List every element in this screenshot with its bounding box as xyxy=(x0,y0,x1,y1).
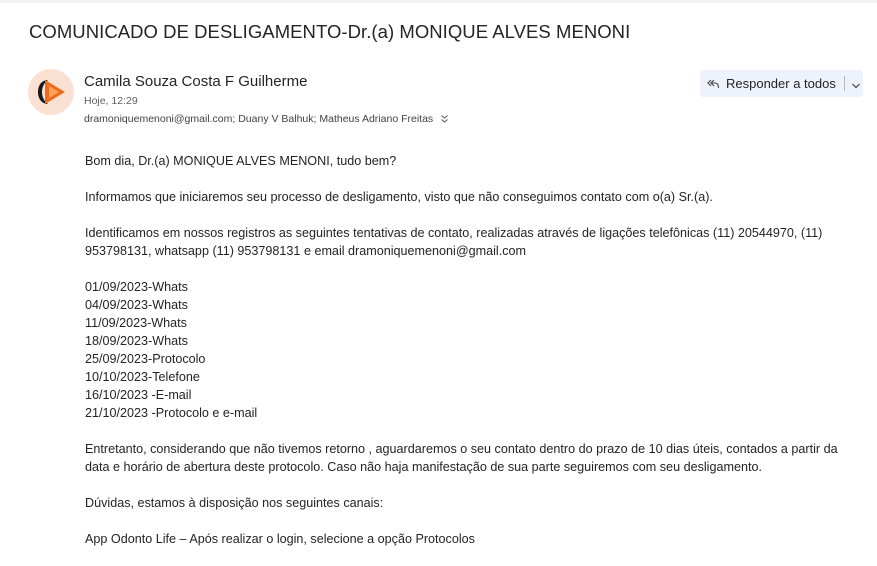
intro-paragraph: Informamos que iniciaremos seu processo de desligamento, visto que não conseguimos contato com o(a) Sr.(a). xyxy=(85,190,713,204)
list-item: 11/09/2023-Whats xyxy=(85,316,187,330)
list-item: 25/09/2023-Protocolo xyxy=(85,352,206,366)
list-item: 18/09/2023-Whats xyxy=(85,334,188,348)
sender-name[interactable]: Camila Souza Costa F Guilherme xyxy=(84,73,308,90)
orange-logo-avatar-icon xyxy=(28,69,74,115)
top-border xyxy=(0,0,877,3)
reply-all-button[interactable] xyxy=(700,70,863,97)
greeting: Bom dia, Dr.(a) MONIQUE ALVES MENONI, tudo bem? xyxy=(85,154,397,168)
chevron-down-icon[interactable] xyxy=(851,79,861,89)
sender-avatar[interactable] xyxy=(28,69,74,115)
deadline-paragraph: Entretanto, considerando que não tivemos retorno , aguardaremos o seu contato dentro do prazo de 10 dias úteis, contados a partir da data e horário de abertura deste protocolo. Caso não haja manifestação de sua parte seguiremos com seu desligamento. xyxy=(85,442,838,474)
email-body xyxy=(85,152,865,566)
recipients-line[interactable] xyxy=(84,113,449,125)
list-item: 21/10/2023 -Protocolo e e-mail xyxy=(85,406,258,420)
expand-recipients-icon[interactable] xyxy=(440,114,449,124)
reply-all-label: Responder a todos xyxy=(726,76,836,91)
recipients-list: dramoniquemenoni@gmail.com; Duany V Balhuk; Matheus Adriano Freitas xyxy=(84,113,434,125)
list-item: 16/10/2023 -E-mail xyxy=(85,388,192,402)
list-item: 01/09/2023-Whats xyxy=(85,280,188,294)
reply-all-icon xyxy=(706,77,720,91)
email-subject: COMUNICADO DE DESLIGAMENTO-Dr.(a) MONIQUE ALVES MENONI xyxy=(29,21,631,42)
list-item: 10/10/2023-Telefone xyxy=(85,370,200,384)
list-item: 04/09/2023-Whats xyxy=(85,298,188,312)
divider xyxy=(844,76,845,91)
contact-dates-list xyxy=(85,278,865,422)
questions-paragraph: Dúvidas, estamos à disposição nos seguintes canais: xyxy=(85,496,384,510)
channel-item: App Odonto Life – Após realizar o login, selecione a opção Protocolos xyxy=(85,532,475,546)
attempts-paragraph: Identificamos em nossos registros as seguintes tentativas de contato, realizadas através de ligações telefônicas (11) 20544970, (11) 953798131, whatsapp (11) 953798131 e email dramoniquemenoni@gmail.com xyxy=(85,226,823,258)
email-date: Hoje, 12:29 xyxy=(84,95,138,107)
